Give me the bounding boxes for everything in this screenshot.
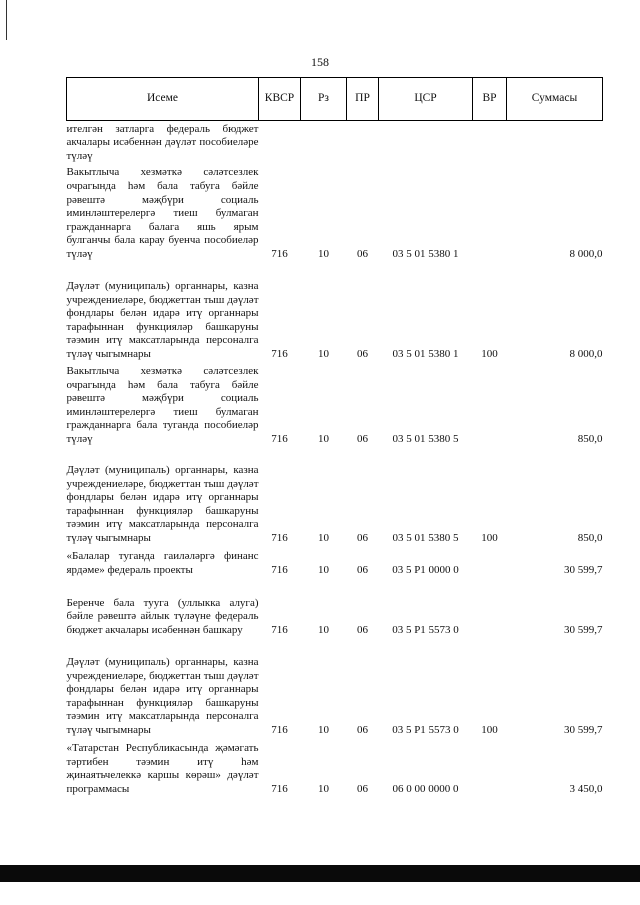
row-rz: 10 xyxy=(318,432,329,445)
row-csr: 03 5 01 5380 1 xyxy=(392,247,459,260)
table-row xyxy=(67,738,603,797)
header-vr: ВР xyxy=(473,78,507,121)
row-kvsr: 716 xyxy=(271,247,288,260)
row-sum: 8 000,0 xyxy=(569,247,603,260)
row-sum: 8 000,0 xyxy=(569,347,603,360)
table-row xyxy=(67,447,603,546)
row-rz: 10 xyxy=(318,347,329,360)
row-rz: 10 xyxy=(318,531,329,544)
page-number: 158 xyxy=(311,55,329,69)
row-vr xyxy=(473,164,507,262)
row-name: Дәүләт (муниципаль) органнары, казна учреждениеләре, бюджеттан тыш дәүләт фондлары белән идарә итү органнары тарафыннан функцияләр башкаруны тәэмин итү максатларында персоналга түләү чыгымнары xyxy=(66,655,259,736)
header-pr: ПР xyxy=(347,78,379,121)
row-rz: 10 xyxy=(318,247,329,260)
table-header-row xyxy=(67,78,603,121)
row-kvsr: 716 xyxy=(271,782,288,795)
row-sum: 30 599,7 xyxy=(564,723,603,736)
row-pr: 06 xyxy=(357,782,368,795)
row-kvsr xyxy=(259,121,301,164)
row-csr xyxy=(379,121,473,164)
row-vr xyxy=(473,546,507,578)
table-row xyxy=(67,164,603,262)
row-name: Вакытлыча хезмәткә сәләтсезлек очрагында һәм бала табуга бәйле рәвештә мәҗбүри социаль иминләштерелергә тиеш булмаган гражданнарга балага яшь ярым булганчы бала карау буенча пособиеләр түләү xyxy=(66,166,259,260)
row-csr: 03 5 01 5380 5 xyxy=(392,432,459,445)
row-sum: 850,0 xyxy=(577,432,603,445)
row-pr: 06 xyxy=(357,723,368,736)
row-kvsr: 716 xyxy=(271,531,288,544)
header-sum: Суммасы xyxy=(507,78,603,121)
row-csr: 06 0 00 0000 0 xyxy=(392,782,459,795)
row-vr xyxy=(473,121,507,164)
budget-table xyxy=(66,77,603,797)
row-sum xyxy=(507,121,603,164)
row-csr: 03 5 01 5380 5 xyxy=(392,531,459,544)
row-sum: 3 450,0 xyxy=(569,782,603,795)
table-row xyxy=(67,262,603,362)
row-vr xyxy=(473,578,507,638)
header-rz: Рз xyxy=(301,78,347,121)
row-pr: 06 xyxy=(357,531,368,544)
row-pr: 06 xyxy=(357,432,368,445)
row-kvsr: 716 xyxy=(271,432,288,445)
scan-edge-bar xyxy=(0,865,640,882)
table-row xyxy=(67,362,603,447)
row-name: «Балалар туганда гаиләләргә финанс ярдәме» федераль проекты xyxy=(66,550,259,576)
left-margin-rule xyxy=(6,0,7,40)
header-kvsr: КВСР xyxy=(259,78,301,121)
table-row xyxy=(67,121,603,164)
row-pr xyxy=(347,121,379,164)
row-name: «Татарстан Республикасында җәмәгать тәртибен тәэмин итү һәм җинаятьчелеккә каршы көрәш» дәүләт программасы xyxy=(66,742,259,795)
row-rz: 10 xyxy=(318,623,329,636)
row-name: Вакытлыча хезмәткә сәләтсезлек очрагында һәм бала табуга бәйле рәвештә мәҗбүри социаль иминләштерелергә тиеш булмаган гражданнарга бала туганда пособиеләр түләү xyxy=(66,364,259,445)
row-csr: 03 5 P1 0000 0 xyxy=(392,563,459,576)
table-row xyxy=(67,546,603,578)
row-name: Дәүләт (муниципаль) органнары, казна учреждениеләре, бюджеттан тыш дәүләт фондлары белән идарә итү органнары тарафыннан функцияләр башкаруны тәэмин итү максатларында персоналга түләү чыгымнары xyxy=(66,463,259,544)
row-sum: 30 599,7 xyxy=(564,623,603,636)
row-sum: 850,0 xyxy=(577,531,603,544)
row-vr: 100 xyxy=(481,531,498,544)
row-pr: 06 xyxy=(357,563,368,576)
row-rz: 10 xyxy=(318,563,329,576)
header-name: Исеме xyxy=(67,78,259,121)
row-kvsr: 716 xyxy=(271,347,288,360)
row-name: ителгән затларга федераль бюджет акчалары исәбеннән дәүләт пособиеләре түләү xyxy=(66,122,259,162)
row-sum: 30 599,7 xyxy=(564,563,603,576)
row-vr xyxy=(473,738,507,797)
table-row xyxy=(67,638,603,738)
row-kvsr: 716 xyxy=(271,723,288,736)
row-vr xyxy=(473,362,507,447)
row-pr: 06 xyxy=(357,347,368,360)
row-name: Дәүләт (муниципаль) органнары, казна учреждениеләре, бюджеттан тыш дәүләт фондлары белән идарә итү органнары тарафыннан функцияләр башкаруны тәэмин итү максатларында персоналга түләү чыгымнары xyxy=(66,279,259,360)
row-csr: 03 5 P1 5573 0 xyxy=(392,723,459,736)
table-row xyxy=(67,578,603,638)
row-kvsr: 716 xyxy=(271,563,288,576)
row-pr: 06 xyxy=(357,623,368,636)
row-name: Беренче бала туугa (уллыкка алуга) бәйле рәвештә айлык түләүне федераль бюджет акчалары исәбеннән башкару xyxy=(66,596,259,636)
row-pr: 06 xyxy=(357,247,368,260)
row-rz xyxy=(301,121,347,164)
row-csr: 03 5 P1 5573 0 xyxy=(392,623,459,636)
header-csr: ЦСР xyxy=(379,78,473,121)
row-vr: 100 xyxy=(481,723,498,736)
row-rz: 10 xyxy=(318,723,329,736)
row-vr: 100 xyxy=(481,347,498,360)
row-csr: 03 5 01 5380 1 xyxy=(392,347,459,360)
row-kvsr: 716 xyxy=(271,623,288,636)
row-rz: 10 xyxy=(318,782,329,795)
